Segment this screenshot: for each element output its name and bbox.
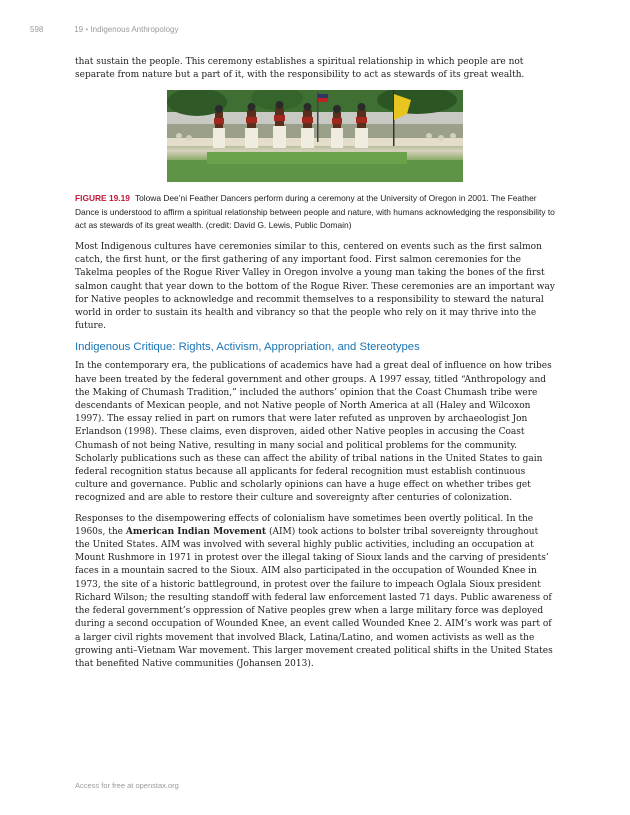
page-content (75, 56, 555, 678)
footer-access-link[interactable]: Access for free at openstax.org (75, 781, 179, 790)
paragraph-aim (75, 513, 555, 671)
figure-caption-text: Tolowa Dee’ni Feather Dancers perform during a ceremony at the University of Oregon in 2001. The Feather Dance is understood to affirm a spiritual relationship between people and nature, with humans acknowledging the responsibility to act as stewards of its great wealth. (credit: David G. Lewis, Public Domain) (75, 193, 555, 230)
aim-paragraph-rest: (AIM) took actions to bolster tribal sovereignty throughout the United States. AIM was involved with several highly public activities, including an occupation at Mount Rushmore in 1971 in protest over the illegal taking of Sioux lands and the carving of presidents’ faces in a mountain sacred to the Sioux. AIM also participated in the occupation of Wounded Knee in 1973, the site of a historic battleground, in protest over the failure to impeach Oglala Sioux president Richard Wilson; the resulting standoff with federal law enforcement lasted 71 days. Public awareness of the federal government’s oppression of Native peoples grew when a large military force was deployed during a second occupation of Wounded Knee, an event called Wounded Knee 2. AIM’s work was part of a larger civil rights movement that involved Black, Latina/Latino, and women activists as well as the growing anti–Vietnam War movement. This larger movement created political shifts in the United States that benefited Native communities (Johansen 2013). (75, 526, 553, 669)
section-heading: Indigenous Critique: Rights, Activism, Appropriation, and Stereotypes (75, 341, 420, 354)
page-number: 598 (30, 25, 44, 34)
running-head (30, 25, 179, 34)
paragraph-academic-influence: In the contemporary era, the publications of academics have had a great deal of influence on how tribes have been treated by the federal government and other groups. A 1997 essay, titled “Anthropology and the Making of Chumash Tradition,” included the authors’ opinion that the Coast Chumash tribe were descendants of Mexican people, and not Native people of North America at all (Haley and Wilcoxon 1997). The essay relied in part on rumors that were later refuted as unproven by archaeologist Jon Erlandson (1998). These claims, even disproven, aided other Native peoples in accusing the Coast Chumash of not being Native, resulting in many social and political problems for the community. Scholarly publications such as these can affect the ability of tribal nations in the United States to gain federal recognition status because all applicants for federal recognition must establish continuous culture and governance. Public and scholarly opinions can have a huge effect on whether tribes get recognized and are able to restore their culture and sovereignty after centuries of colonization. (75, 361, 552, 504)
aim-paragraph-lead: Responses to the disempowering effects of colonialism have sometimes been overtly political. In the 1960s, the (75, 513, 534, 537)
figure-photo (167, 90, 463, 182)
figure-caption (75, 192, 555, 232)
intro-paragraph: that sustain the people. This ceremony establishes a spiritual relationship in which people are not separate from nature but a part of it, with the responsibility to act as stewards of its great wealth. (75, 57, 525, 81)
key-term-aim: American Indian Movement (125, 526, 267, 537)
figure-label: FIGURE 19.19 (75, 193, 130, 204)
chapter-number: 19 (74, 25, 84, 34)
paragraph-ceremonies: Most Indigenous cultures have ceremonies similar to this, centered on events such as the first salmon catch, the first hunt, or the first gathering of any important food. First salmon ceremonies for the Takelma peoples of the Rogue River Valley in Oregon involve a young man taking the bones of the first salmon caught that year down to the bottom of the Rogue River. These ceremonies are an important way for Native peoples to acknowledge and recommit themselves to a responsibility to steward the natural world in order to sustain its health and vibrancy so that the people who rely on it may thrive into the future. (75, 242, 555, 332)
header-separator: • (85, 25, 89, 34)
chapter-title: Indigenous Anthropology (90, 25, 179, 34)
